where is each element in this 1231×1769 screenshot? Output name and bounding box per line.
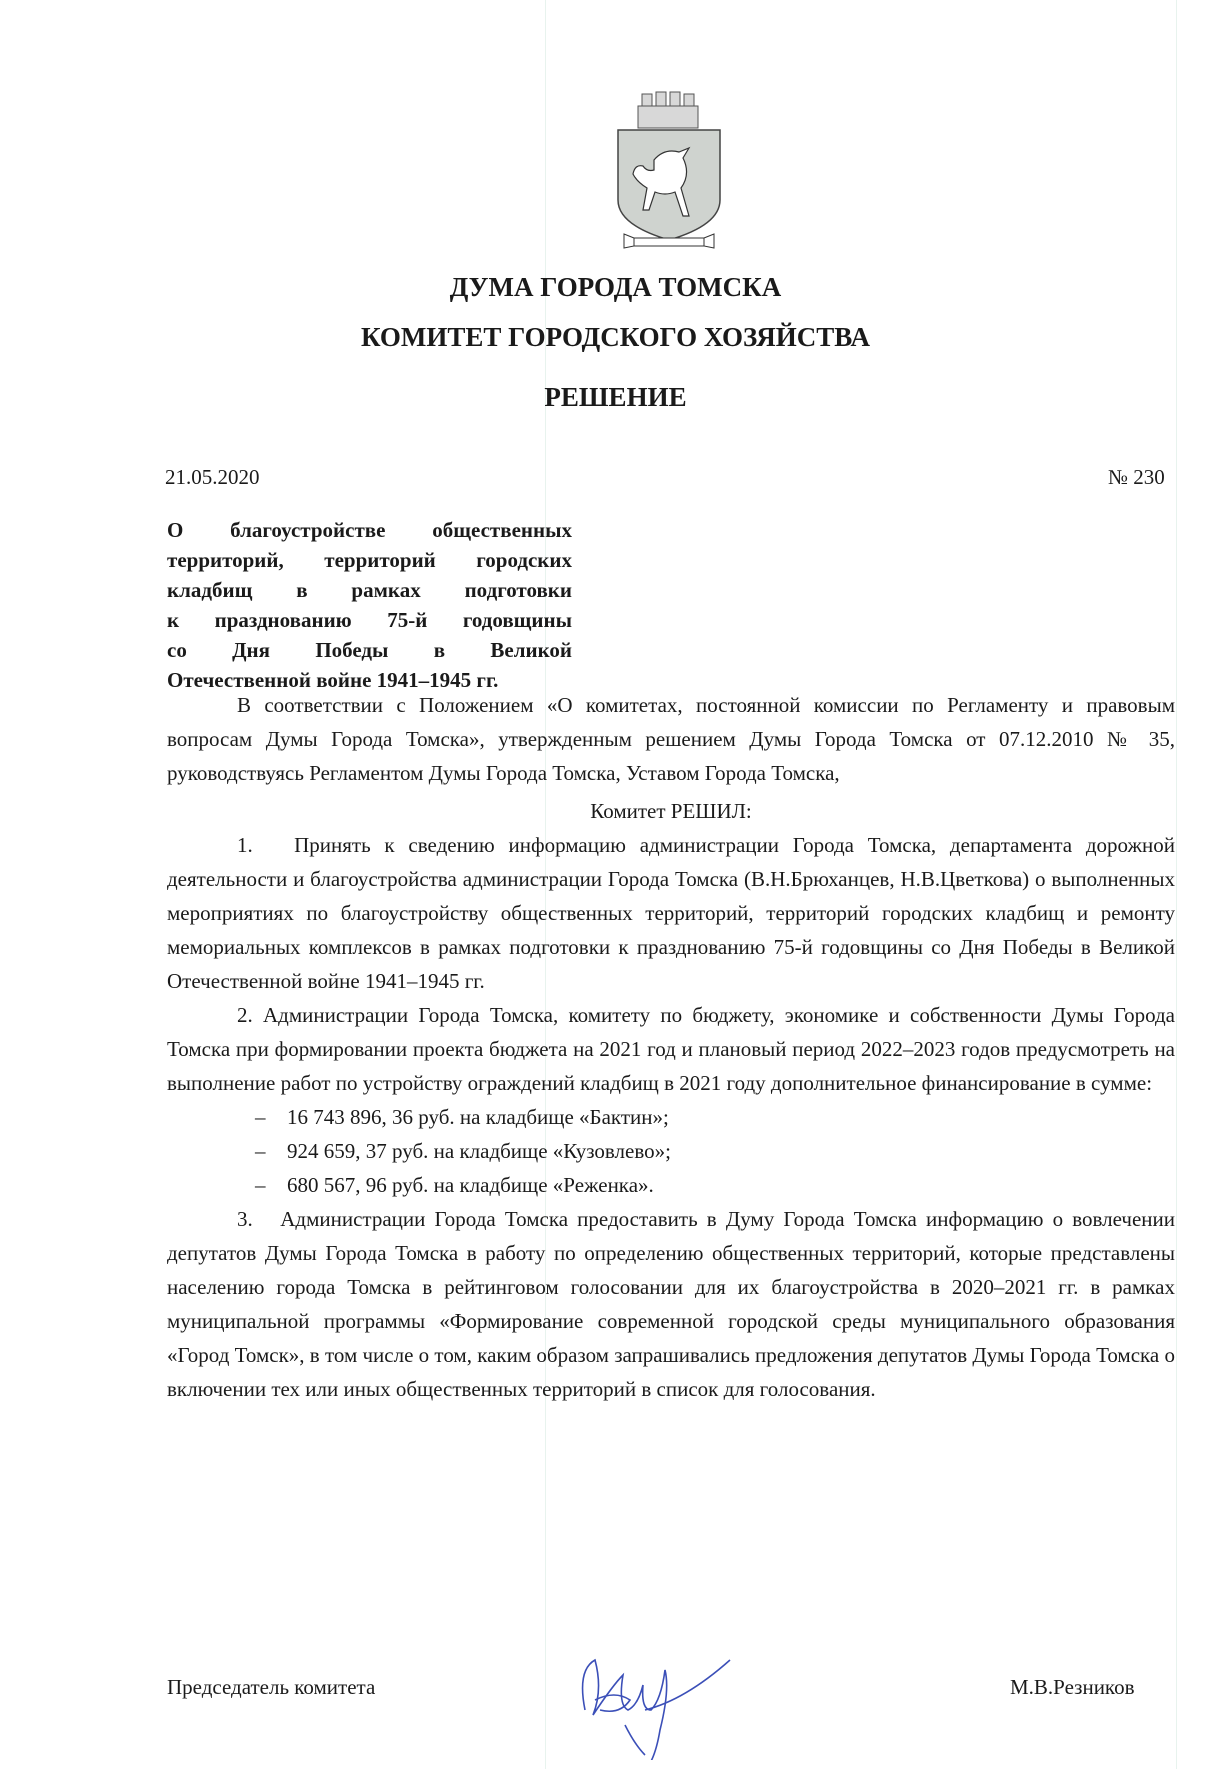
subject-line: со Дня Победы в Великой bbox=[167, 638, 572, 662]
tomsk-coat-of-arms-icon bbox=[614, 90, 724, 250]
item-text: Администрации Города Томска, комитету по бюджету, экономике и собственности Думы Города Томска при формировании проекта бюджета на 2021 год и плановый период 2022–2023 годов предусмотреть на выполнение работ по устройству ограждений кладбищ в 2021 году дополнительное финансирование в сумме: bbox=[167, 1003, 1175, 1095]
resolution-item-1 bbox=[167, 828, 1175, 998]
item-text: Администрации Города Томска предоставить в Думу Города Томска информацию о вовлечении депутатов Думы Города Томска в работу по определению общественных территорий, которые представлены населению города Томска в рейтинговом голосовании для их благоустройства в 2020–2021 гг. в рамках муниципальной программы «Формирование современной городской среды муниципального образования «Город Томск», в том числе о том, каким образом запрашивались предложения депутатов Думы Города Томска о включении тех или иных общественных территорий в список для голосования. bbox=[167, 1207, 1176, 1401]
signatory-name: М.В.Резников bbox=[1010, 1675, 1135, 1699]
funding-item: – 924 659, 37 руб. на кладбище «Кузовлево»; bbox=[255, 1139, 671, 1163]
scan-artifact-line bbox=[1176, 0, 1177, 1769]
subject-line: к празднованию 75-й годовщины bbox=[167, 608, 572, 632]
committee-name: КОМИТЕТ ГОРОДСКОГО ХОЗЯЙСТВА bbox=[360, 322, 871, 352]
preamble: В соответствии с Положением «О комитетах, постоянной комиссии по Регламенту и правовым вопросам Думы Города Томска», утвержденным решением Думы Города Томска от 07.12.2010 № 35, руководствуясь Регламентом Думы Города Томска, Уставом Города Томска, bbox=[167, 693, 1175, 785]
handwritten-signature-icon bbox=[565, 1650, 765, 1760]
subject-line: О благоустройстве общественных bbox=[167, 518, 572, 542]
item-number: 3. bbox=[237, 1207, 253, 1231]
document-type: РЕШЕНИЕ bbox=[544, 382, 687, 412]
funding-item: – 16 743 896, 36 руб. на кладбище «Бактин»; bbox=[255, 1105, 669, 1129]
signatory-title: Председатель комитета bbox=[167, 1675, 376, 1699]
funding-item: – 680 567, 96 руб. на кладбище «Реженка». bbox=[255, 1173, 654, 1197]
subject-line: территорий, территорий городских bbox=[167, 548, 572, 572]
document-body bbox=[167, 688, 1175, 1406]
item-number: 2. bbox=[237, 1003, 253, 1027]
council-name: ДУМА ГОРОДА ТОМСКА bbox=[449, 272, 782, 302]
item-text: Принять к сведению информацию администрации Города Томска, департамента дорожной деятельности и благоустройства администрации Города Томска (В.Н.Брюханцев, Н.В.Цветкова) о выполненных мероприятиях по благоустройству общественных территорий, территорий городских кладбищ и ремонту мемориальных комплексов в рамках подготовки к празднованию 75-й годовщины со Дня Победы в Великой Отечественной войне 1941–1945 гг. bbox=[167, 833, 1176, 993]
resolution-item-2 bbox=[167, 998, 1175, 1100]
item-number: 1. bbox=[237, 833, 253, 857]
subject-line: Отечественной войне 1941–1945 гг. bbox=[167, 668, 499, 692]
resolution-item-3 bbox=[167, 1202, 1175, 1406]
decision-number: № 230 bbox=[1108, 465, 1165, 489]
decision-date: 21.05.2020 bbox=[165, 465, 260, 489]
subject-line: кладбищ в рамках подготовки bbox=[167, 578, 572, 602]
decision-subject bbox=[167, 515, 572, 695]
resolved-heading: Комитет РЕШИЛ: bbox=[590, 799, 752, 823]
